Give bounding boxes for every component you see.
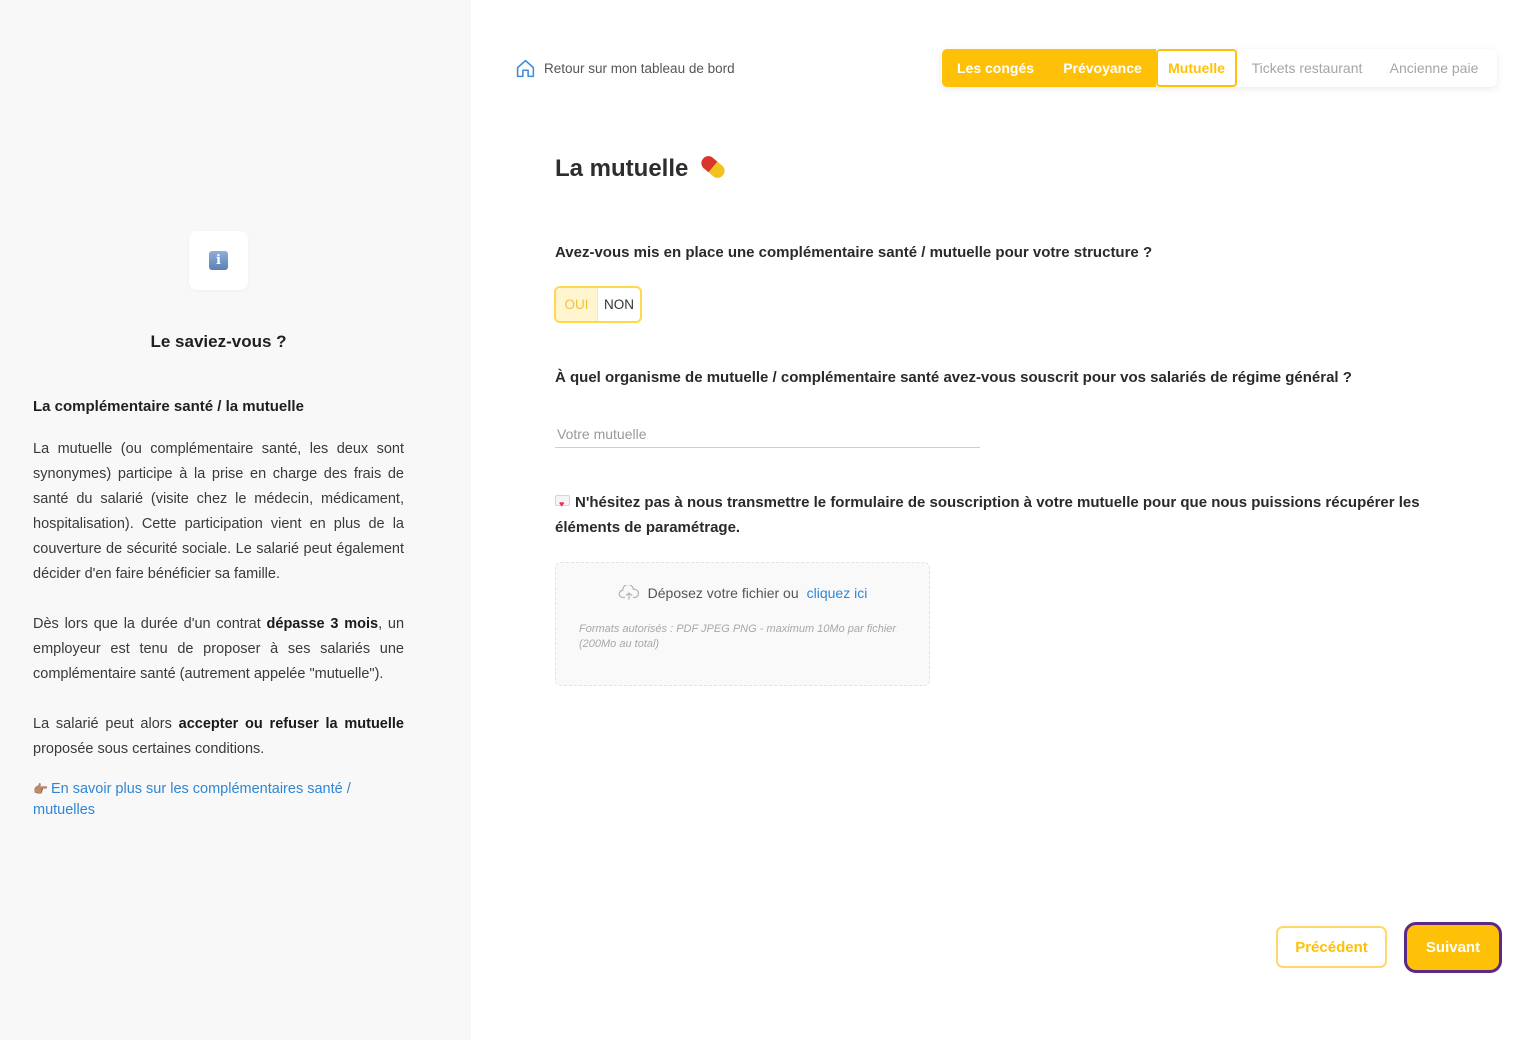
insurer-input[interactable] xyxy=(555,420,980,448)
sidebar-title: Le saviez-vous ? xyxy=(150,332,287,351)
tab-prevoyance[interactable]: Prévoyance xyxy=(1049,49,1156,87)
tab-mutuelle[interactable]: Mutuelle xyxy=(1156,49,1237,87)
yes-no-toggle xyxy=(554,286,642,323)
tab-ancienne-paie[interactable]: Ancienne paie xyxy=(1389,60,1479,76)
learn-more-link[interactable] xyxy=(33,779,404,821)
love-letter-icon xyxy=(555,495,570,506)
sidebar-paragraph-2-text-end: , un employeur est tenu de proposer à ses salariés une complémentaire santé (autrement appelée "mutuelle"). xyxy=(33,616,405,682)
question-insurer: À quel organisme de mutuelle / complémentaire santé avez-vous souscrit pour vos salariés de régime général ? xyxy=(555,369,1352,386)
sidebar-paragraph-1: La mutuelle (ou complémentaire santé, les deux sont synonymes) participe à la prise en charge des frais de santé du salarié (visite chez le médecin, médicament, hospitalisation). Cette participation vient en plus de la couverture de sécurité sociale. Le salarié peut également décider d'en faire bénéficier sa famille. xyxy=(33,441,404,582)
previous-button[interactable]: Précédent xyxy=(1276,926,1387,968)
tab-tickets-restaurant[interactable]: Tickets restaurant xyxy=(1251,60,1363,76)
step-tabs xyxy=(941,49,1497,87)
tab-les-conges[interactable]: Les congés xyxy=(942,49,1049,87)
upload-notice xyxy=(555,490,1445,540)
sidebar-paragraph-2-text: Dès lors que la durée d'un contrat xyxy=(33,616,267,632)
dropzone-browse-link[interactable]: cliquez ici xyxy=(806,585,868,601)
page-title-text: La mutuelle xyxy=(555,155,689,182)
sidebar-subtitle: La complémentaire santé / la mutuelle xyxy=(33,398,304,415)
sidebar-paragraph-3-text: La salarié peut alors xyxy=(33,716,179,732)
back-link-label: Retour sur mon tableau de bord xyxy=(544,61,735,76)
dropzone-prompt xyxy=(556,585,929,601)
question-has-mutuelle: Avez-vous mis en place une complémentaire santé / mutuelle pour votre structure ? xyxy=(555,244,1153,261)
pill-icon xyxy=(699,153,728,180)
back-to-dashboard-link[interactable] xyxy=(515,58,735,79)
next-button[interactable]: Suivant xyxy=(1404,922,1502,973)
toggle-yes-option[interactable]: OUI xyxy=(556,288,598,321)
file-dropzone[interactable] xyxy=(555,562,930,686)
page-title xyxy=(555,155,726,183)
upload-notice-text: N'hésitez pas à nous transmettre le formulaire de souscription à votre mutuelle pour que nous puissions récupérer les éléments de paramétrage. xyxy=(555,494,1420,536)
toggle-no-option[interactable]: NON xyxy=(604,297,634,312)
home-icon xyxy=(515,58,536,79)
cloud-upload-icon xyxy=(618,585,640,601)
sidebar-paragraph-3-text-end: proposée sous certaines conditions. xyxy=(33,741,265,757)
sidebar-paragraph-3 xyxy=(33,712,404,762)
sidebar-paragraph-2-bold: dépasse 3 mois xyxy=(266,616,379,632)
learn-more-label: En savoir plus sur les complémentaires santé / mutuelles xyxy=(33,781,351,818)
info-icon: i xyxy=(209,251,228,270)
info-card xyxy=(189,231,248,290)
info-sidebar xyxy=(0,0,471,1040)
sidebar-paragraph-3-bold: accepter ou refuser la mutuelle xyxy=(178,716,404,732)
dropzone-label: Déposez votre fichier ou xyxy=(647,585,799,601)
sidebar-paragraph-2 xyxy=(33,612,404,687)
pointing-hand-icon: 👉🏽 xyxy=(33,782,48,796)
dropzone-formats: Formats autorisés : PDF JPEG PNG - maximum 10Mo par fichier (200Mo au total) xyxy=(579,623,897,650)
